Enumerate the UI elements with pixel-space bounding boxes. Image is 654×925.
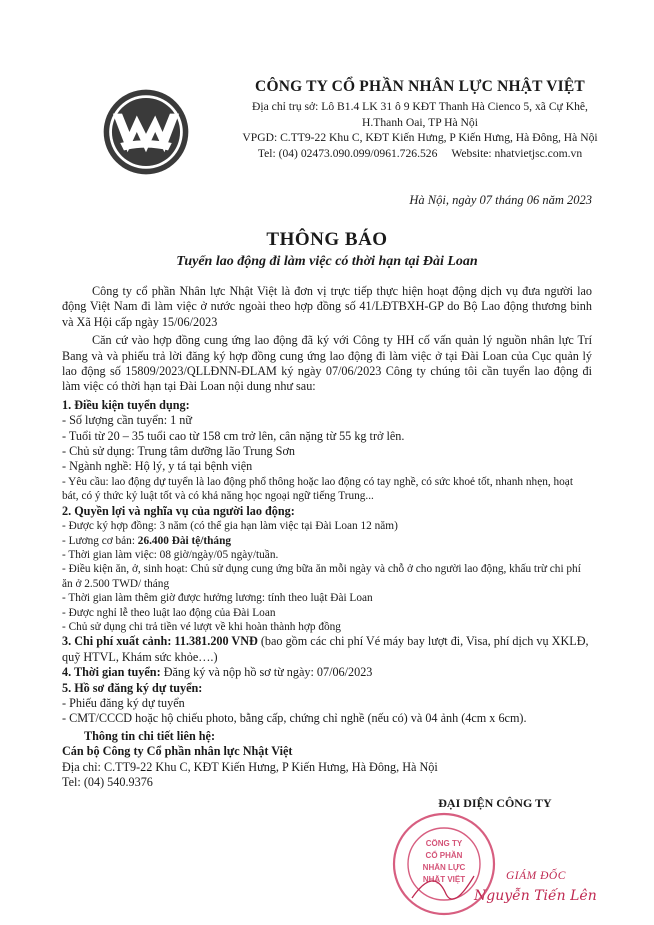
section-3 [62,634,592,665]
document-subtitle: Tuyển lao động đi làm việc có thời hạn tại Đài Loan [176,254,478,269]
stamp-text-line: CỔ PHẦN [425,851,463,860]
company-name: CÔNG TY CỔ PHẦN NHÂN LỰC NHẬT VIỆT [255,78,585,95]
section-3-heading: 3. Chi phí xuất cảnh: 11.381.200 VNĐ [62,634,258,649]
header-tel: Tel: (04) 02473.090.099/0961.726.526 [257,146,438,160]
director-title: GIÁM ĐỐC [506,870,566,882]
office-address: VPGD: C.TT9-22 Khu C, KĐT Kiến Hưng, P Kiến Hưng, Hà Đông, Hà Nội [242,131,598,144]
section-1-item: - Ngành nghề: Hộ lý, y tá tại bệnh viện [62,459,253,474]
contact-block [62,729,592,791]
section-5-item: - CMT/CCCD hoặc hộ chiếu photo, bằng cấp, chứng chỉ nghề (nếu có) và 04 ảnh (4cm x 6cm). [62,711,527,726]
section-2-salary [62,534,592,548]
contact-address: Địa chỉ: C.TT9-22 Khu C, KĐT Kiến Hưng, P Kiến Hưng, Hà Đông, Hà Nội [62,759,438,774]
contact-tel: Tel: (04) 540.9376 [62,775,153,789]
document-body [62,284,592,790]
address-line-1: Địa chỉ trụ sở: Lô B1.4 LK 31 ô 9 KĐT Thanh Hà Cienco 5, xã Cự Khê, [252,100,588,113]
company-logo-icon [100,86,192,178]
section-3-text: (bao gồm các chi phí Vé máy bay lượt đi, Visa, phí dịch vụ XKLĐ, quỹ HTVL, Khám sức khỏe….) [62,634,589,664]
section-2-item: - Thời gian làm việc: 08 giờ/ngày/05 ngày/tuần. [62,548,279,561]
stamp-text-line: NHÂN LỰC [422,863,466,872]
header-contact [205,146,635,162]
section-1-item: - Số lượng cần tuyển: 1 nữ [62,413,193,428]
section-4 [62,665,592,680]
document-date: Hà Nội, ngày 07 tháng 06 năm 2023 [409,193,592,207]
company-header [205,78,635,161]
signature-title: ĐẠI DIỆN CÔNG TY [438,796,552,810]
section-4-heading: 4. Thời gian tuyển: [62,665,161,680]
section-5-heading: 5. Hồ sơ đăng ký dự tuyển: [62,680,203,695]
section-2-item: - Được nghỉ lễ theo luật lao động của Đài Loan [62,606,276,619]
section-1-item: - Chủ sử dụng: Trung tâm dưỡng lão Trung Sơn [62,444,295,459]
section-2-contract: - Được ký hợp đồng: 3 năm (có thể gia hạn làm việc tại Đài Loan 12 năm) [62,520,398,533]
section-1-item: - Tuổi từ 20 – 35 tuổi cao từ 158 cm trở lên, cân nặng từ 55 kg trở lên. [62,428,405,443]
contact-title: Thông tin chi tiết liên hệ: [84,728,216,743]
section-1-requirement: - Yêu cầu: lao động dự tuyển là lao động phổ thông hoặc lao động có tay nghề, có sức khoẻ tốt, nhanh nhẹn, hoạt bát, có ý thức kỷ luật tốt và có khả năng học ngoại ngữ tiếng Trung... [62,475,573,503]
section-2-item: - Điều kiện ăn, ở, sinh hoạt: Chủ sử dụng cung ứng bữa ăn mỗi ngày và chỗ ở cho người lao động, khấu trừ chi phí ăn ở 2.500 TWD/ tháng [62,563,581,590]
salary-label: - Lương cơ bản: [62,534,138,547]
stamp-text-line: NHẬT VIỆT [422,875,466,884]
intro-paragraph-1: Công ty cổ phần Nhân lực Nhật Việt là đơn vị trực tiếp thực hiện hoạt động dịch vụ đưa người lao động Việt Nam đi làm việc ở nước ngoài theo hợp đồng số 41/LĐTBXH-GP do Bộ Lao động thương binh và Xã Hội cấp ngày 15/06/2023 [62,284,592,329]
section-2-item: - Thời gian làm thêm giờ được hưởng lương: tính theo luật Đài Loan [62,592,373,605]
signer-name: Nguyễn Tiến Lên [474,888,597,904]
stamp-text-line: CÔNG TY [425,839,463,848]
section-1-heading: 1. Điều kiện tuyển dụng: [62,397,190,412]
address-line-2: H.Thanh Oai, TP Hà Nội [362,115,478,129]
header-website: Website: nhatvietjsc.com.vn [451,146,583,160]
salary-value: 26.400 Đài tệ/tháng [137,534,231,547]
intro-paragraph-2: Căn cứ vào hợp đồng cung ứng lao động đã ký với Công ty HH cố vấn quản lý nguồn nhân lực Trí Bang và và phiếu trả lời đăng ký hợp đồng cung ứng lao động đi làm việc ở tại Đài Loan của Cục quản lý lao động số 15809/2023/QLLĐNN-ĐLAM ký ngày 07/06/2023 Công ty chúng tôi cần tuyển lao động đi làm việc có thời hạn tại Đài Loan nội dung như sau: [62,333,592,394]
document-title: THÔNG BÁO [266,229,388,250]
section-4-text: Đăng ký và nộp hồ sơ từ ngày: 07/06/2023 [160,665,373,680]
contact-company: Cán bộ Công ty Cổ phần nhân lực Nhật Việt [62,744,293,759]
section-2-heading: 2. Quyền lợi và nghĩa vụ của người lao động: [62,503,295,518]
signature-block [384,796,614,916]
section-5-item: - Phiếu đăng ký dự tuyển [62,695,185,710]
section-2-item: - Chủ sử dụng chi trả tiền vé lượt về khi hoàn thành hợp đồng [62,620,341,633]
